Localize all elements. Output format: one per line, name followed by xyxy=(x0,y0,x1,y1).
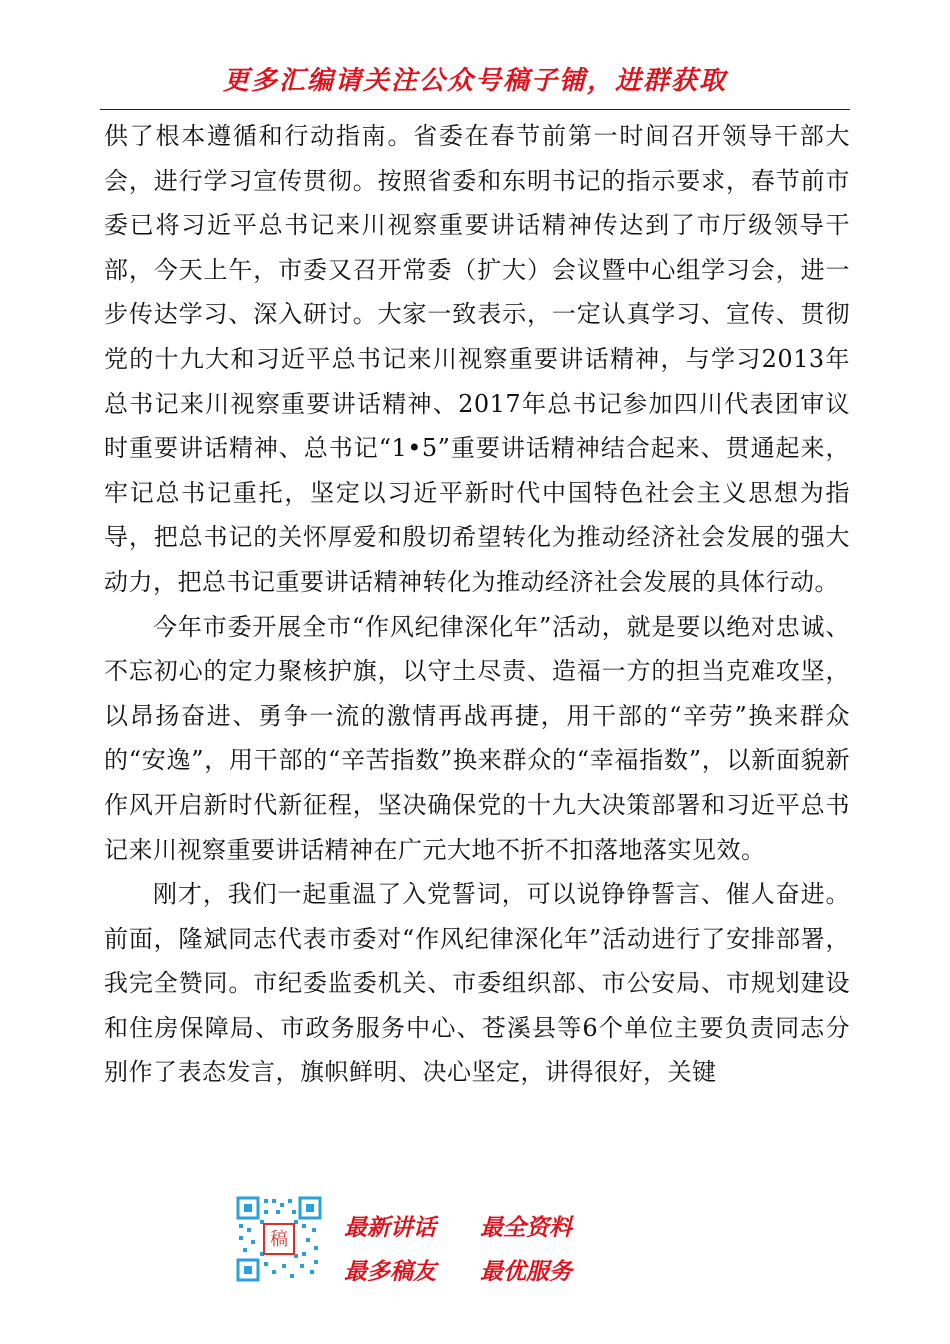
slogan-complete-materials: 最全资料 xyxy=(480,1215,573,1241)
page-header xyxy=(100,50,850,110)
qr-code-icon[interactable] xyxy=(236,1196,322,1282)
paragraph-2: 今年市委开展全市“作风纪律深化年”活动，就是要以绝对忠诚、不忘初心的定力聚核护旗，以守土尽责、造福一方的担当克难攻坚，以昂扬奋进、勇争一流的激情再战再捷，用干部的“辛劳”换来群众的“安逸”，用干部的“辛苦指数”换来群众的“幸福指数”，以新面貌新作风开启新时代新征程，坚决确保党的十九大决策部署和习近平总书记来川视察重要讲话精神在广元大地不折不扣落地落实见效。 xyxy=(104,612,850,864)
footer-slogans xyxy=(344,1206,664,1294)
slogan-best-service: 最优服务 xyxy=(480,1259,573,1285)
paragraph-3: 刚才，我们一起重温了入党誓词，可以说铮铮誓言、催人奋进。前面，隆斌同志代表市委对“作风纪律深化年”活动进行了安排部署，我完全赞同。市纪委监委机关、市委组织部、市公安局、市规划建设和住房保障局、市政务服务中心、苍溪县等6个单位主要负责同志分别作了表态发言，旗帜鲜明、决心坚定，讲得很好，关键 xyxy=(104,880,850,1087)
footer-line-1 xyxy=(344,1206,664,1250)
header-banner: 更多汇编请关注公众号稿子铺，进群获取 xyxy=(222,66,727,96)
qr-center-glyph: 稿 xyxy=(270,1229,288,1250)
document-body xyxy=(104,114,850,1095)
footer-promo xyxy=(236,1196,656,1286)
slogan-most-writers: 最多稿友 xyxy=(344,1259,436,1285)
header-divider xyxy=(100,109,850,110)
slogan-latest-speeches: 最新讲话 xyxy=(344,1215,436,1241)
paragraph-1: 供了根本遵循和行动指南。省委在春节前第一时间召开领导干部大会，进行学习宣传贯彻。按照省委和东明书记的指示要求，春节前市委已将习近平总书记来川视察重要讲话精神传达到了市厅级领导干部，今天上午，市委又召开常委（扩大）会议暨中心组学习会，进一步传达学习、深入研讨。大家一致表示，一定认真学习、宣传、贯彻党的十九大和习近平总书记来川视察重要讲话精神，与学习2013年总书记来川视察重要讲话精神、2017年总书记参加四川代表团审议时重要讲话精神、总书记“1•5”重要讲话精神结合起来、贯通起来，牢记总书记重托，坚定以习近平新时代中国特色社会主义思想为指导，把总书记的关怀厚爱和殷切希望转化为推动经济社会发展的强大动力，把总书记重要讲话精神转化为推动经济社会发展的具体行动。 xyxy=(104,122,850,596)
footer-line-2 xyxy=(344,1250,664,1294)
